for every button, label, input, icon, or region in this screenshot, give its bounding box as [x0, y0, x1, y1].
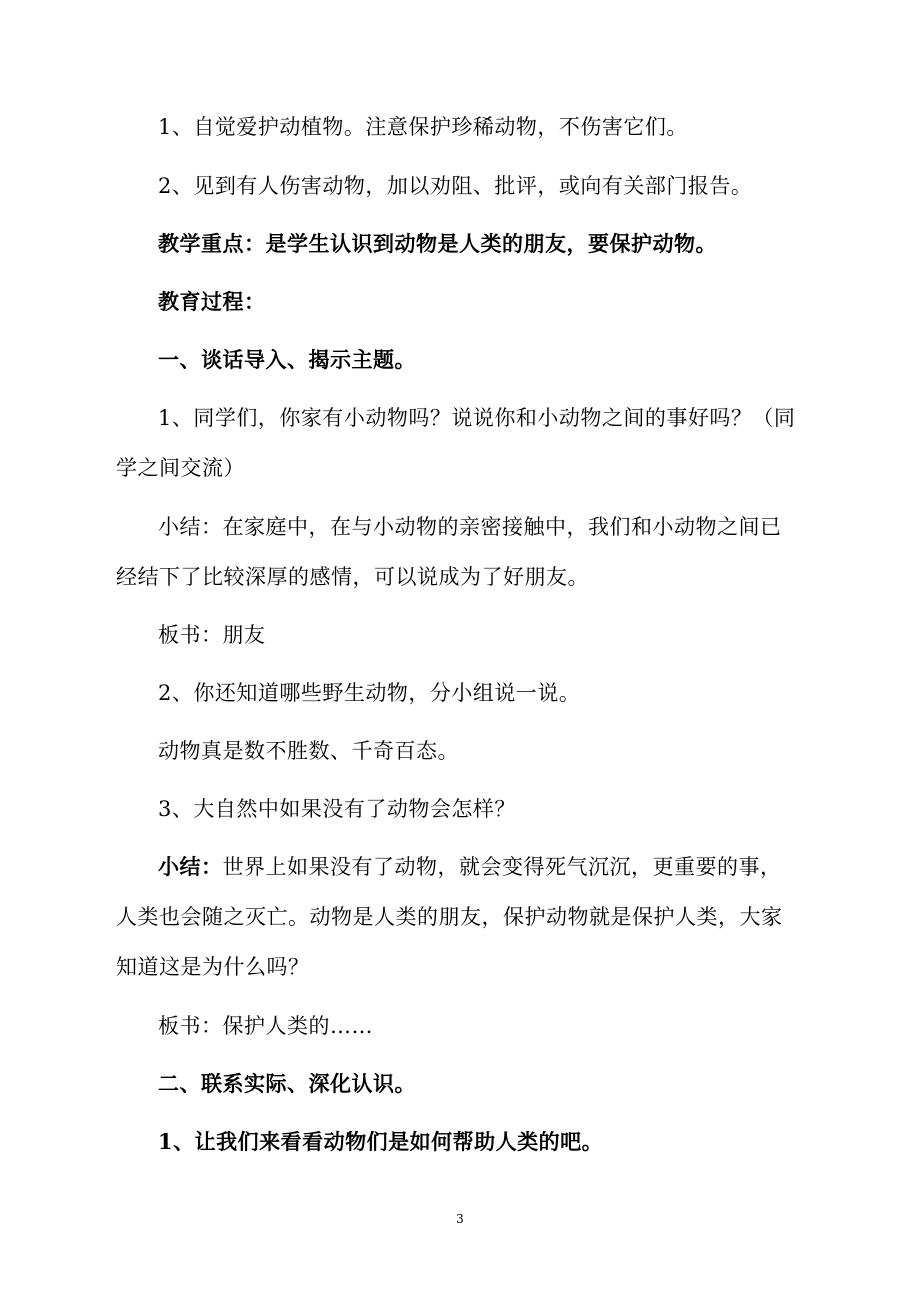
paragraph-line: 学之间交流） [116, 456, 245, 480]
page-number: 3 [456, 1212, 464, 1226]
paragraph-line: 1、自觉爱护动植物。注意保护珍稀动物，不伤害它们。 [158, 115, 688, 139]
paragraph-line: 1、同学们，你家有小动物吗？说说你和小动物之间的事好吗？（同 [158, 406, 796, 430]
summary-text: 世界上如果没有了动物，就会变得死气沉沉，更重要的事， [222, 855, 782, 879]
paragraph-line: 经结下了比较深厚的感情，可以说成为了好朋友。 [116, 565, 589, 589]
paragraph-line: 小结：在家庭中，在与小动物的亲密接触中，我们和小动物之间已 [158, 515, 782, 539]
paragraph-line: 2、你还知道哪些野生动物，分小组说一说。 [158, 681, 581, 705]
section-heading-1: 一、谈话导入、揭示主题。 [158, 347, 416, 372]
paragraph-line: 板书：朋友 [158, 623, 266, 647]
subsection-heading: 1、让我们来看看动物们是如何帮助人类的吧。 [158, 1129, 604, 1154]
key-point-heading: 教学重点：是学生认识到动物是人类的朋友，要保护动物。 [158, 231, 717, 256]
summary-label: 小结： [158, 854, 223, 879]
section-heading-2: 二、联系实际、深化认识。 [158, 1071, 416, 1096]
paragraph-line: 人类也会随之灭亡。动物是人类的朋友，保护动物就是保护人类，大家 [116, 905, 783, 929]
paragraph-line: 3、大自然中如果没有了动物会怎样？ [158, 797, 516, 821]
summary-line [158, 855, 848, 879]
paragraph-line: 动物真是数不胜数、千奇百态。 [158, 739, 459, 763]
paragraph-line: 板书：保护人类的…… [158, 1014, 373, 1038]
process-heading: 教育过程： [158, 289, 266, 314]
paragraph-line: 2、见到有人伤害动物，加以劝阻、批评，或向有关部门报告。 [158, 174, 753, 198]
paragraph-line: 知道这是为什么吗？ [116, 955, 310, 979]
